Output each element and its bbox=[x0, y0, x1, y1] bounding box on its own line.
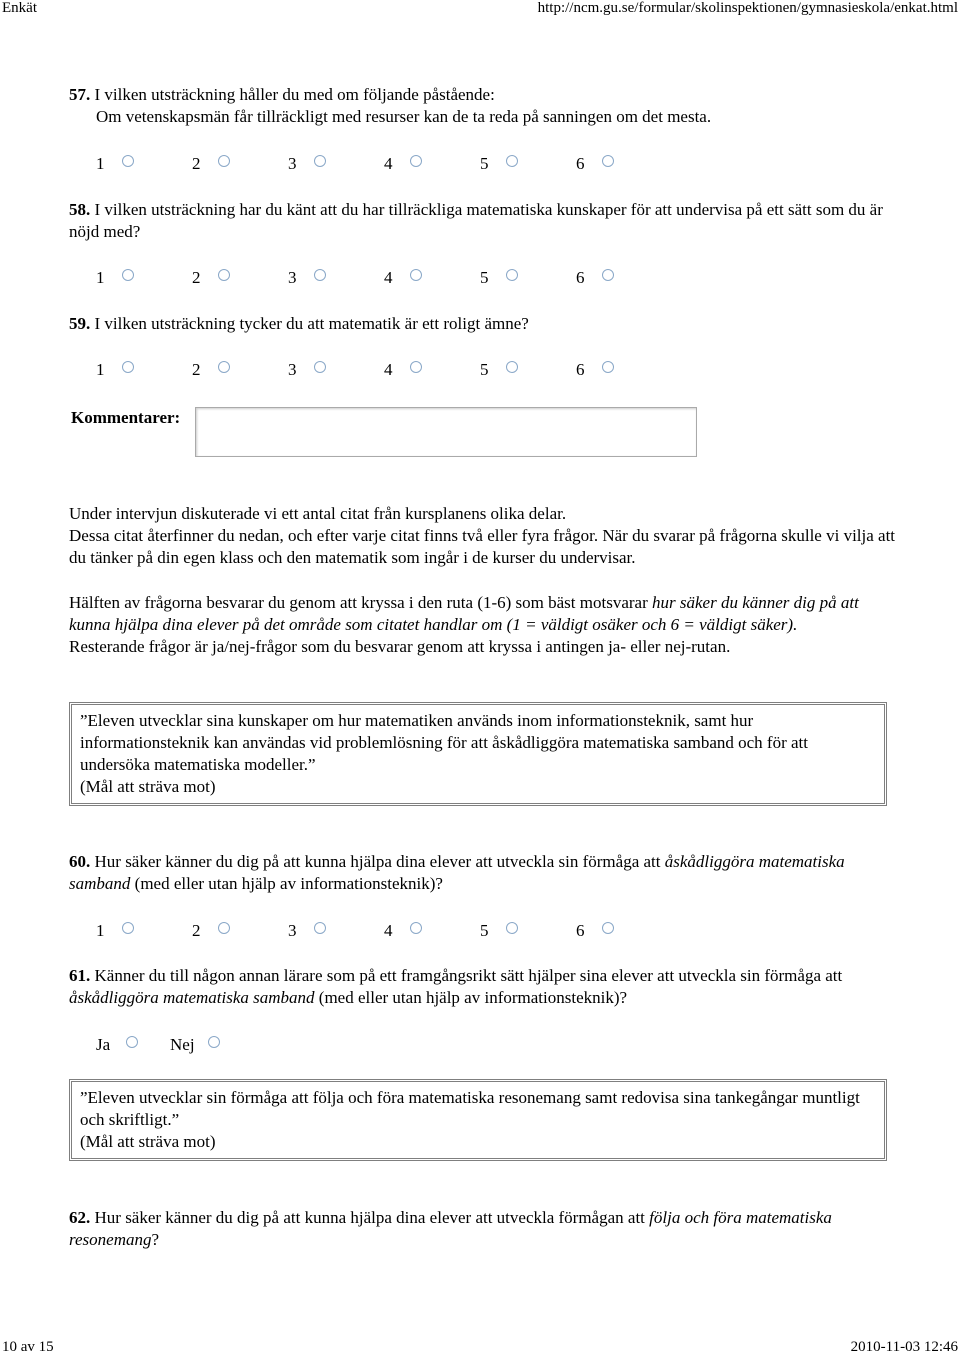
quote-source: (Mål att sträva mot) bbox=[80, 1132, 216, 1151]
option-6: 6 bbox=[576, 154, 585, 174]
option-2: 2 bbox=[192, 921, 201, 941]
print-datetime: 2010-11-03 12:46 bbox=[850, 1339, 958, 1355]
yes-no-61 bbox=[0, 1035, 300, 1055]
radio-button[interactable] bbox=[410, 269, 422, 281]
option-1: 1 bbox=[96, 268, 105, 288]
question-59 bbox=[69, 313, 909, 335]
option-4: 4 bbox=[384, 154, 393, 174]
option-2: 2 bbox=[192, 154, 201, 174]
question-number: 60. bbox=[69, 852, 91, 871]
intro-paragraph-2: Hälften av frågorna besvarar du genom att kryssa i den ruta (1-6) som bäst motsvarar hur säker du känner dig på att kunna hjälpa dina elever på det område som citatet handlar om (1 = väldigt osäker och 6 = väldigt säker). Resterande frågor är ja/nej-frågor som du besvarar genom att kryssa i antingen ja- eller nej-rutan. bbox=[69, 593, 859, 656]
option-3: 3 bbox=[288, 154, 297, 174]
option-3: 3 bbox=[288, 268, 297, 288]
quote-box-2 bbox=[69, 1079, 887, 1161]
quote-source: (Mål att sträva mot) bbox=[80, 777, 216, 796]
radio-button[interactable] bbox=[410, 922, 422, 934]
radio-button[interactable] bbox=[602, 155, 614, 167]
option-yes: Ja bbox=[96, 1035, 110, 1055]
rating-scale-58 bbox=[0, 268, 700, 288]
option-5: 5 bbox=[480, 921, 489, 941]
question-58 bbox=[69, 199, 899, 243]
page-title: Enkät bbox=[2, 0, 37, 16]
question-number: 59. bbox=[69, 314, 91, 333]
radio-button[interactable] bbox=[218, 155, 230, 167]
radio-button[interactable] bbox=[122, 269, 134, 281]
option-1: 1 bbox=[96, 154, 105, 174]
option-5: 5 bbox=[480, 360, 489, 380]
radio-button[interactable] bbox=[506, 155, 518, 167]
radio-button[interactable] bbox=[122, 155, 134, 167]
rating-scale-60 bbox=[0, 921, 700, 941]
question-statement: Om vetenskapsmän får tillräckligt med resurser kan de ta reda på sanningen om det mesta. bbox=[96, 107, 712, 126]
radio-button[interactable] bbox=[314, 155, 326, 167]
question-number: 58. bbox=[69, 200, 91, 219]
page-url: http://ncm.gu.se/formular/skolinspektionen/gymnasieskola/enkat.html bbox=[537, 0, 958, 16]
radio-button[interactable] bbox=[410, 361, 422, 373]
quote-text: ”Eleven utvecklar sin förmåga att följa och föra matematiska resonemang samt redovisa sina tankegångar muntligt och skriftligt.” bbox=[80, 1088, 860, 1129]
intro-paragraph-1: Under intervjun diskuterade vi ett antal citat från kursplanens olika delar. Dessa citat återfinner du nedan, och efter varje citat finns två eller fyra frågor. När du svarar på frågorna skulle vi vilja att du tänker på din egen klass och den matematik som ingår i de kurser du undervisar. bbox=[69, 504, 896, 567]
quote-box-1 bbox=[69, 702, 887, 806]
radio-button[interactable] bbox=[314, 922, 326, 934]
radio-button[interactable] bbox=[506, 361, 518, 373]
question-number: 57. bbox=[69, 85, 91, 104]
question-62: 62. Hur säker känner du dig på att kunna hjälpa dina elever att utveckla förmågan att följa och föra matematiska resonemang? bbox=[69, 1208, 832, 1249]
question-61: 61. Känner du till någon annan lärare som på ett framgångsrikt sätt hjälper sina elever att utveckla sin förmåga att åskådliggöra matematiska samband (med eller utan hjälp av informationsteknik)? bbox=[69, 966, 843, 1007]
radio-button[interactable] bbox=[602, 922, 614, 934]
page-counter: 10 av 15 bbox=[2, 1339, 54, 1355]
radio-button[interactable] bbox=[122, 361, 134, 373]
question-number: 62. bbox=[69, 1208, 91, 1227]
radio-button[interactable] bbox=[122, 922, 134, 934]
comments-label: Kommentarer: bbox=[71, 408, 181, 427]
radio-button[interactable] bbox=[218, 269, 230, 281]
question-number: 61. bbox=[69, 966, 91, 985]
option-4: 4 bbox=[384, 921, 393, 941]
radio-button[interactable] bbox=[506, 922, 518, 934]
option-3: 3 bbox=[288, 360, 297, 380]
option-6: 6 bbox=[576, 921, 585, 941]
option-2: 2 bbox=[192, 268, 201, 288]
option-6: 6 bbox=[576, 268, 585, 288]
radio-button[interactable] bbox=[208, 1036, 220, 1048]
option-2: 2 bbox=[192, 360, 201, 380]
option-1: 1 bbox=[96, 921, 105, 941]
question-text: I vilken utsträckning tycker du att matematik är ett roligt ämne? bbox=[94, 314, 529, 333]
option-5: 5 bbox=[480, 268, 489, 288]
radio-button[interactable] bbox=[314, 361, 326, 373]
quote-text: ”Eleven utvecklar sina kunskaper om hur matematiken används inom informationsteknik, samt hur informationsteknik kan användas vid problemlösning för att åskådliggöra matematiska samband och för att undersöka matematiska modeller.” bbox=[80, 711, 808, 774]
option-6: 6 bbox=[576, 360, 585, 380]
radio-button[interactable] bbox=[218, 361, 230, 373]
radio-button[interactable] bbox=[314, 269, 326, 281]
question-text: I vilken utsträckning har du känt att du har tillräckliga matematiska kunskaper för att undervisa på ett sätt som du är nöjd med? bbox=[69, 200, 883, 241]
question-60: 60. Hur säker känner du dig på att kunna hjälpa dina elever att utveckla sin förmåga att åskådliggöra matematiska samband (med eller utan hjälp av informationsteknik)? bbox=[69, 852, 845, 893]
radio-button[interactable] bbox=[602, 269, 614, 281]
option-1: 1 bbox=[96, 360, 105, 380]
radio-button[interactable] bbox=[506, 269, 518, 281]
question-text: I vilken utsträckning håller du med om följande påstående: bbox=[94, 85, 495, 104]
option-5: 5 bbox=[480, 154, 489, 174]
option-4: 4 bbox=[384, 268, 393, 288]
radio-button[interactable] bbox=[126, 1036, 138, 1048]
option-no: Nej bbox=[170, 1035, 195, 1055]
option-3: 3 bbox=[288, 921, 297, 941]
question-57 bbox=[69, 84, 909, 128]
radio-button[interactable] bbox=[602, 361, 614, 373]
rating-scale-57 bbox=[0, 154, 700, 174]
rating-scale-59 bbox=[0, 360, 700, 380]
radio-button[interactable] bbox=[410, 155, 422, 167]
radio-button[interactable] bbox=[218, 922, 230, 934]
option-4: 4 bbox=[384, 360, 393, 380]
comments-textarea[interactable] bbox=[195, 407, 697, 457]
